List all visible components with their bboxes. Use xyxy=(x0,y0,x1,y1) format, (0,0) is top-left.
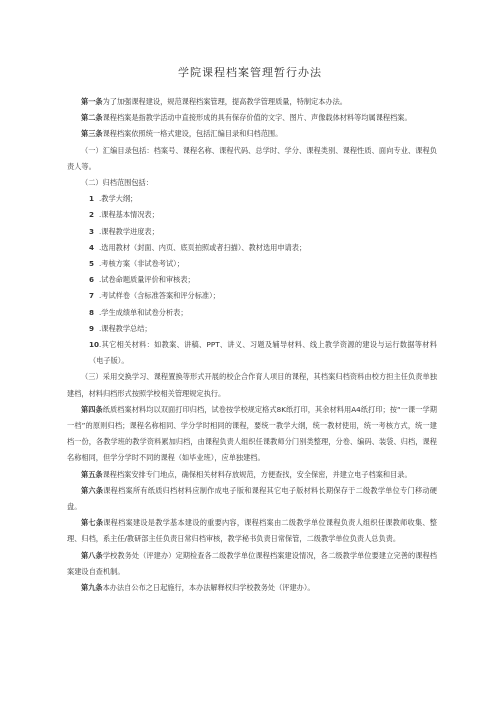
list-item-text: .学生成绩单和试卷分析表； xyxy=(99,307,188,317)
article-2 xyxy=(67,110,437,126)
list-item xyxy=(67,207,437,223)
article-6-label: 第六条 xyxy=(81,485,104,495)
list-item-text: .考试样卷（含标准答案和评分标准）； xyxy=(99,291,220,301)
article-5-label: 第五条 xyxy=(81,469,103,479)
article-7-text: 课程档案建设是教学基本建设的重要内容，课程档案由二级教学单位课程负责人组织任课教师收集、整理、归档，系主任/教研部主任负责日常归档审核，教学秘书负责日常保管，二级教学单位负责人总负责。 xyxy=(67,518,437,544)
article-1-text: 为了加强课程建设，规范课程档案管理，提高教学管理质量，特制定本办法。 xyxy=(102,97,347,106)
list-item-text: .课程教学进度表； xyxy=(99,226,159,236)
article-7 xyxy=(67,515,437,547)
list-item-number: 6 xyxy=(89,275,95,285)
list-item xyxy=(67,191,437,207)
document-body xyxy=(67,94,437,596)
article-9 xyxy=(67,580,437,596)
list-item xyxy=(67,224,437,240)
article-3 xyxy=(67,126,437,142)
list-item-text: .考核方案（非试卷考试）； xyxy=(99,259,184,269)
article-9-label: 第九条 xyxy=(81,583,103,593)
list-item-number: 2 xyxy=(89,210,95,220)
list-item-number: 10 xyxy=(89,340,100,350)
article-8 xyxy=(67,548,437,580)
article-3-text: 课程档案依照统一格式建设，包括汇编目录和归档范围。 xyxy=(102,129,283,139)
article-8-label: 第八条 xyxy=(81,550,103,560)
list-item-text: .教学大纲； xyxy=(99,194,138,204)
list-item-number: 9 xyxy=(89,323,95,333)
list-item-text: .选用教材（封面、内页、底页拍照或者扫描）、教材选用申请表； xyxy=(99,242,307,252)
list-item-number: 4 xyxy=(89,242,95,252)
article-3-clause-3: （三）采用交换学习、课程置换等形式开展的校企合作育人项目的课程，其档案归档资料由校方担主任负责单独建档，材料归档形式按照学校相关管理规定执行。 xyxy=(67,372,437,398)
list-item xyxy=(67,256,437,272)
article-4-label: 第四条 xyxy=(81,404,103,414)
list-item xyxy=(67,288,437,304)
article-5 xyxy=(67,467,437,483)
list-item-text: .试卷命题质量评价和审核表； xyxy=(99,275,195,285)
list-item-number: 1 xyxy=(89,194,95,204)
list-item xyxy=(67,240,437,256)
article-5-text: 课程档案安排专门地点，确保相关材料存放规范，方便查找，安全保密，并建立电子档案和目录。 xyxy=(102,469,412,479)
article-6-text: 课程档案所有纸质归档材料应制作成电子版和课程其它电子版材料长期保存于二级教学单位专门移动硬盘。 xyxy=(67,485,437,512)
article-1-label: 第一条 xyxy=(81,97,103,106)
list-item-text: .课程教学总结； xyxy=(99,323,152,333)
list-item xyxy=(67,337,437,369)
article-6 xyxy=(67,483,437,515)
article-2-text: 课程档案是指教学活动中直接形成的具有保存价值的文字、图片、声像载体材料等均属课程档案。 xyxy=(102,113,412,123)
article-3-clause-2: （二）归档范围包括： xyxy=(81,178,153,188)
article-4 xyxy=(67,402,437,467)
list-item-text: .其它相关材料：如教案、讲稿、PPT、讲义、习题及辅导材料、线上教学资源的建设与运行数据等材料（电子版）。 xyxy=(89,340,437,366)
article-4-text: 纸质档案材料均以双面打印归档，试卷按学校规定格式8K纸打印，其余材料用A4纸打印；按“一课一学期一档”的原则归档；课程名称相同、学分学时相同的课程，要统一教学大纲，统一教材使用，统一考核方式，统一建档一份，各教学班的教学资料累加归档，由课程负责人组织任课教师分门别类整理，分卷、编码、装袋、归档，课程名称相同，但学分学时不同的课程（如毕业班），应单独建档。 xyxy=(67,404,437,463)
article-3-label: 第三条 xyxy=(81,129,103,139)
article-8-text: 学校教务处（评建办）定期检查各二级教学单位课程档案建设情况，各二级教学单位要建立完善的课程档案建设自查机制。 xyxy=(67,550,437,576)
list-item-number: 8 xyxy=(89,307,95,317)
list-item xyxy=(67,272,437,288)
document-title: 学院课程档案管理暂行办法 xyxy=(178,66,322,79)
article-3-clause-1: （一）汇编目录包括：档案号、课程名称、课程代码、总学时、学分、课程类别、课程性质、面向专业、课程负责人等。 xyxy=(67,145,437,171)
article-2-label: 第二条 xyxy=(81,113,103,123)
article-9-text: 本办法自公布之日起施行，本办法解释权归学校教务处（评建办）。 xyxy=(102,583,315,593)
list-item xyxy=(67,321,437,337)
list-item xyxy=(67,305,437,321)
article-7-label: 第七条 xyxy=(81,518,104,528)
list-item-text: .课程基本情况表； xyxy=(99,210,159,220)
article-1 xyxy=(67,94,437,110)
list-item-number: 7 xyxy=(89,291,95,301)
list-item-number: 5 xyxy=(89,259,95,269)
list-item-number: 3 xyxy=(89,226,95,236)
